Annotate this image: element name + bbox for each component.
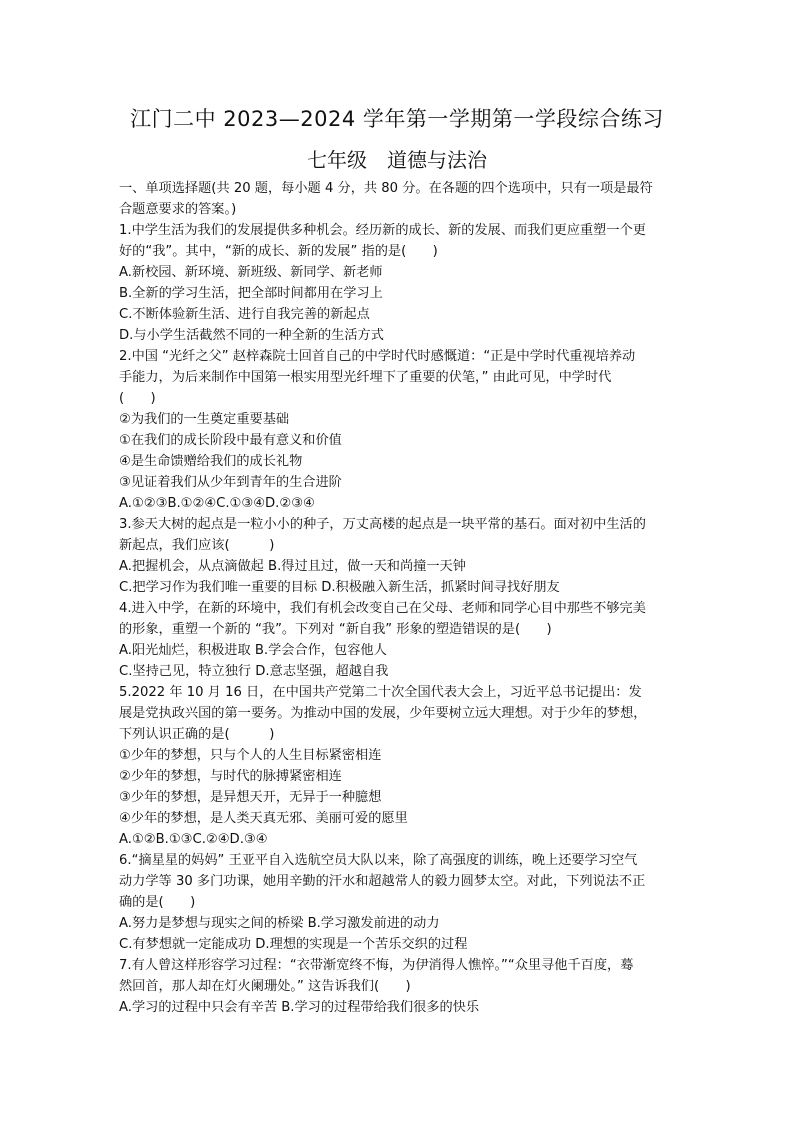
question-5-statement: ③少年的梦想，是异想天开，无异于一种臆想 xyxy=(119,790,382,805)
question-6-options: A.努力是梦想与现实之间的桥梁 B.学习激发前进的动力 xyxy=(119,916,440,931)
question-4-stem: 4.进入中学，在新的环境中，我们有机会改变自己在父母、老师和同学心目中那些不够完美 xyxy=(119,601,646,616)
question-2-statement: ③见证着我们从少年到青年的生合进阶 xyxy=(119,475,342,490)
question-3-stem: 新起点，我们应该( ) xyxy=(119,538,275,553)
question-1-option: C.不断体验新生活、进行自我完善的新起点 xyxy=(119,307,370,322)
question-2-statement: ④是生命馈赠给我们的成长礼物 xyxy=(119,454,303,469)
question-4-options: C.坚持己见，特立独行 D.意志坚强，超越自我 xyxy=(119,664,389,679)
question-2-statement: ①在我们的成长阶段中最有意义和价值 xyxy=(119,433,342,448)
question-1-option: A.新校园、新环境、新班级、新同学、新老师 xyxy=(119,265,383,280)
page-title: 江门二中 2023—2024 学年第一学期第一学段综合练习 xyxy=(130,107,664,131)
question-7-options: A.学习的过程中只会有辛苦 B.学习的过程带给我们很多的快乐 xyxy=(119,1000,480,1015)
question-5-stem: 展是党执政兴国的第一要务。为推动中国的发展，少年要树立远大理想。对于少年的梦想， xyxy=(119,706,647,721)
question-4-stem: 的形象，重塑一个新的 “我”。下列对 “新自我” 形象的塑造错误的是( ) xyxy=(119,622,552,637)
question-7-stem: 7.有人曾这样形容学习过程：“衣带渐宽终不悔，为伊消得人憔悴。”“众里寻他千百度，蓦 xyxy=(119,958,634,973)
question-5-options: A.①②B.①③C.②④D.③④ xyxy=(119,832,268,847)
question-3-options: A.把握机会，从点滴做起 B.得过且过，做一天和尚撞一天钟 xyxy=(119,559,466,574)
question-5-statement: ①少年的梦想，只与个人的人生目标紧密相连 xyxy=(119,748,382,763)
question-5-statement: ④少年的梦想，是人类天真无邪、美丽可爱的愿里 xyxy=(119,811,408,826)
question-1-stem: 好的“我”。其中，“新的成长、新的发展” 指的是( ) xyxy=(119,244,438,259)
question-1-option: B.全新的学习生活，把全部时间都用在学习上 xyxy=(119,286,383,301)
question-3-options: C.把学习作为我们唯一重要的目标 D.积极融入新生活，抓紧时间寻找好朋友 xyxy=(119,580,560,595)
question-3-stem: 3.参天大树的起点是一粒小小的种子，万丈高楼的起点是一块平常的基石。面对初中生活的 xyxy=(119,517,646,532)
question-1-option: D.与小学生活截然不同的一种全新的生活方式 xyxy=(119,328,384,343)
question-1-stem: 1.中学生活为我们的发展提供多种机会。经历新的成长、新的发展、而我们更应重塑一个更 xyxy=(119,223,646,238)
question-5-stem: 5.2022 年 10 月 16 日，在中国共产党第二十次全国代表大会上，习近平总书记提出：发 xyxy=(119,685,642,700)
question-4-options: A.阳光灿烂，积极进取 B.学会合作，包容他人 xyxy=(119,643,387,658)
question-2-stem: 手能力，为后来制作中国第一根实用型光纤埋下了重要的伏笔，” 由此可见，中学时代 xyxy=(119,370,612,385)
question-5-statement: ②少年的梦想，与时代的脉搏紧密相连 xyxy=(119,769,342,784)
page-subtitle: 七年级 道德与法治 xyxy=(307,148,487,172)
question-2-stem: ( ) xyxy=(119,391,156,406)
question-5-stem: 下列认识正确的是( ) xyxy=(119,727,275,742)
question-2-stem: 2.中国 “光纤之父” 赵梓森院士回首自己的中学时代时感慨道：“正是中学时代重视培养动 xyxy=(119,349,636,364)
question-6-options: C.有梦想就一定能成功 D.理想的实现是一个苦乐交织的过程 xyxy=(119,937,468,952)
question-7-stem: 然回首，那人却在灯火阑珊处。” 这告诉我们( ) xyxy=(119,979,411,994)
question-6-stem: 动力学等 30 多门功课，她用辛勤的汗水和超越常人的毅力圆梦太空。对此，下列说法不正 xyxy=(119,874,646,889)
question-6-stem: 6.“摘星星的妈妈” 王亚平自入选航空员大队以来，除了高强度的训练，晚上还要学习空气 xyxy=(119,853,638,868)
question-2-options: A.①②③B.①②④C.①③④D.②③④ xyxy=(119,496,315,511)
section-instruction: 一、单项选择题(共 20 题，每小题 4 分，共 80 分。在各题的四个选项中，只有一项是最符 xyxy=(119,181,653,196)
section-instruction: 合题意要求的答案。) xyxy=(119,202,237,217)
question-body xyxy=(119,178,689,1018)
question-6-stem: 确的是( ) xyxy=(119,895,196,910)
question-2-statement: ②为我们的一生奠定重要基础 xyxy=(119,412,290,427)
